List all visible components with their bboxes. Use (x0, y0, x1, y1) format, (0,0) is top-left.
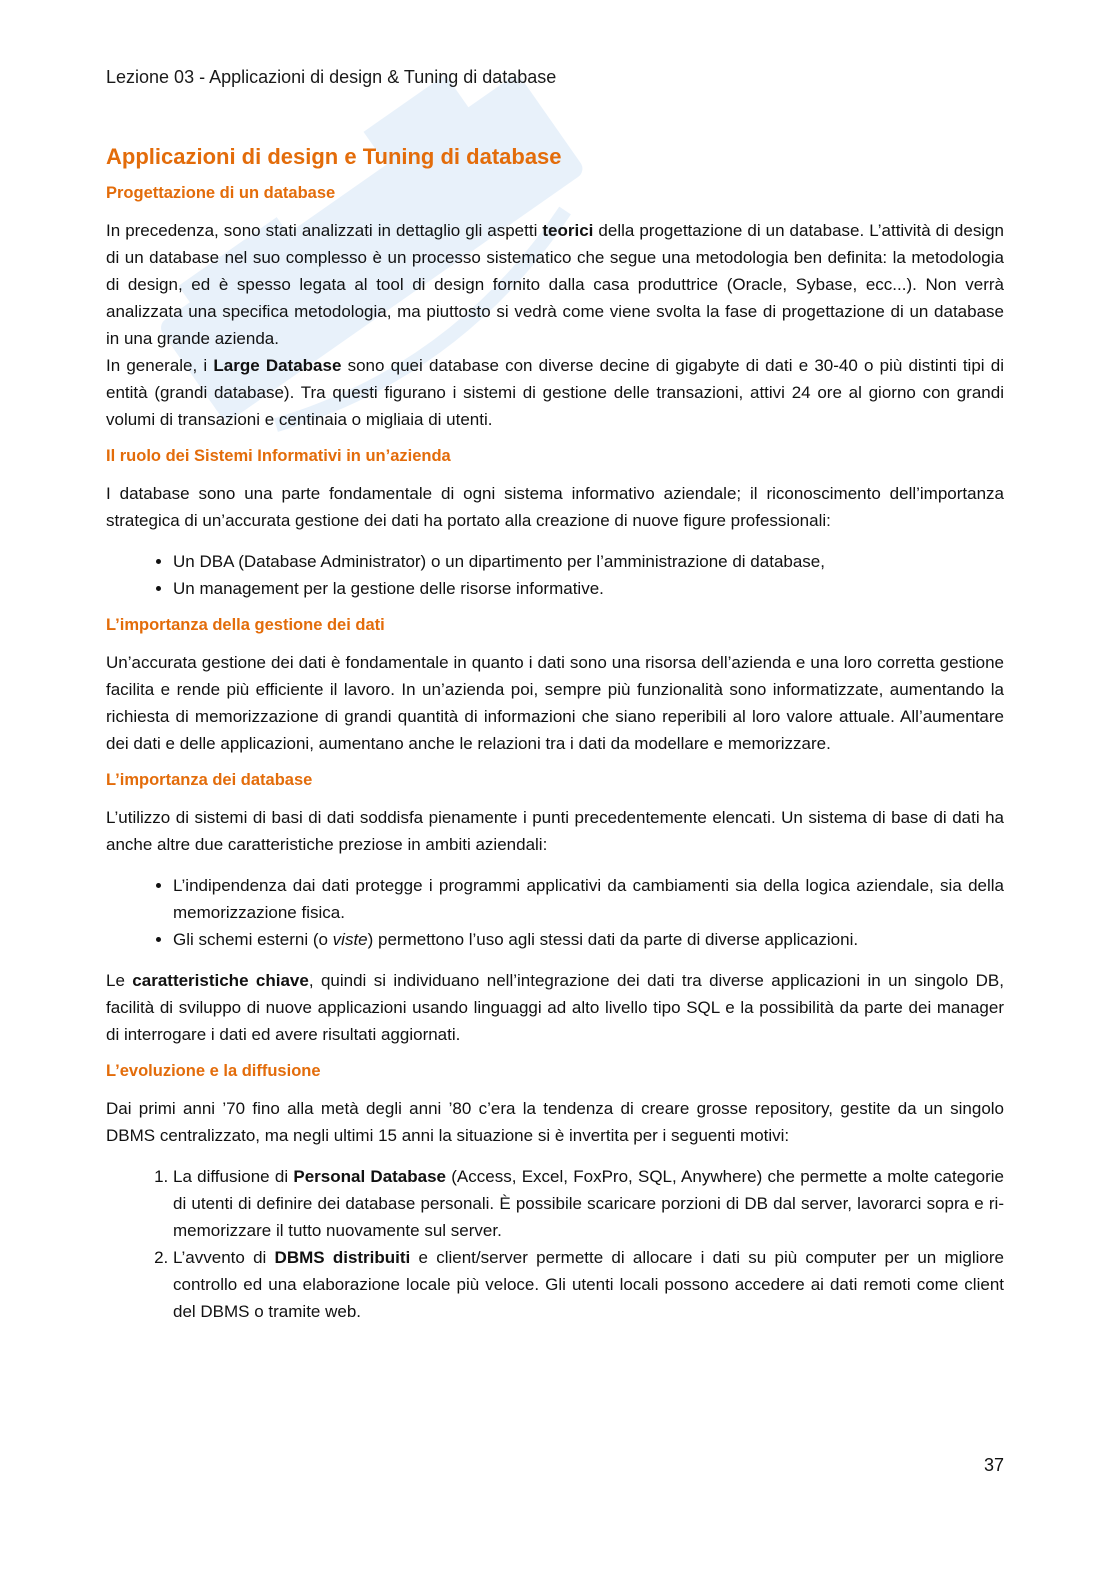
paragraph-gestione-1: Un’accurata gestione dei dati è fondamentale in quanto i dati sono una risorsa dell’azienda e una loro corretta gestione facilita e rende più efficiente il lavoro. In un’azienda poi, sempre più funzionalità sono informatizzate, aumentando la richiesta di memorizzazione di grandi quantità di informazioni che siano reperibili al loro valore attuale. All’aumentare dei dati e delle applicazioni, aumentano anche le relazioni tra i dati da modellare e memorizzare. (106, 653, 1004, 753)
list-item: • Gli schemi esterni (o viste) permettono l’uso agli stessi dati da parte di diverse applicazioni. (173, 926, 1004, 953)
list-item: 2. L’avvento di DBMS distribuiti e client/server permette di allocare i dati su più computer per un migliore controllo ed una elaborazione locale più veloce. Gli utenti locali possono accedere ai dati remoti come client del DBMS o tramite web. (173, 1244, 1004, 1325)
numbered-list-evoluzione (106, 1163, 1004, 1325)
section-heading-database: L’importanza dei database (106, 771, 313, 789)
paragraph-ruolo-1: I database sono una parte fondamentale di ogni sistema informativo aziendale; il riconoscimento dell’importanza strategica di un’accurata gestione dei dati ha portato alla creazione di nuove figure professionali: (106, 484, 1004, 530)
page-title: Applicazioni di design e Tuning di database (106, 144, 562, 169)
paragraph-progettazione-1: In precedenza, sono stati analizzati in dettaglio gli aspetti teorici della progettazione di un database. L’attività di design di un database nel suo complesso è un processo sistematico che segue una metodologia ben definita: la metodologia di design, ed è spesso legata al tool di design fornito dalla casa produttrice (Oracle, Sybase, ecc...). Non verrà analizzata una specifica metodologia, ma piuttosto si vedrà come viene svolta la fase di progettazione di un database in una grande azienda. (106, 221, 1005, 348)
section-heading-ruolo: Il ruolo dei Sistemi Informativi in un’azienda (106, 447, 451, 465)
list-item: • Un DBA (Database Administrator) o un dipartimento per l’amministrazione di database, (173, 548, 1004, 575)
paragraph-progettazione-2: In generale, i Large Database sono quei database con diverse decine di gigabyte di dati e 30-40 o più distinti tipi di entità (grandi database). Tra questi figurano i sistemi di gestione delle transazioni, attivi 24 ore al giorno con grandi volumi di transazioni e centinaia o migliaia di utenti. (106, 356, 1004, 429)
paragraph-database-2: Le caratteristiche chiave, quindi si individuano nell’integrazione dei dati tra diverse applicazioni in un singolo DB, facilità di sviluppo di nuove applicazioni usando linguaggi ad alto livello tipo SQL e la possibilità da parte dei manager di interrogare i dati ed avere risultati aggiornati. (106, 971, 1004, 1044)
section-heading-progettazione: Progettazione di un database (106, 184, 336, 202)
page-content (106, 144, 1004, 1339)
page-number: 37 (983, 1455, 1004, 1475)
list-item: • L’indipendenza dai dati protegge i programmi applicativi da cambiamenti sia della logica aziendale, sia della memorizzazione fisica. (173, 872, 1004, 926)
paragraph-evoluzione-1: Dai primi anni ’70 fino alla metà degli anni ’80 c’era la tendenza di creare grosse repository, gestite da un singolo DBMS centralizzato, ma negli ultimi 15 anni la situazione si è invertita per i seguenti motivi: (106, 1099, 1004, 1145)
paragraph-database-1: L’utilizzo di sistemi di basi di dati soddisfa pienamente i punti precedentemente elencati. Un sistema di base di dati ha anche altre due caratteristiche preziose in ambiti aziendali: (106, 808, 1004, 854)
section-heading-gestione: L’importanza della gestione dei dati (106, 616, 385, 634)
section-heading-evoluzione: L’evoluzione e la diffusione (106, 1062, 321, 1080)
bullet-list-ruolo (106, 548, 1004, 602)
bullet-list-database (106, 872, 1004, 953)
list-item: • Un management per la gestione delle risorse informative. (173, 575, 1004, 602)
running-header: Lezione 03 - Applicazioni di design & Tuning di database (106, 67, 557, 87)
document-page (106, 0, 1004, 1579)
list-item: 1. La diffusione di Personal Database (Access, Excel, FoxPro, SQL, Anywhere) che permette a molte categorie di utenti di definire dei database personali. È possibile scaricare porzioni di DB dal server, lavorarci sopra e ri-memorizzare il tutto nuovamente sul server. (173, 1163, 1004, 1244)
